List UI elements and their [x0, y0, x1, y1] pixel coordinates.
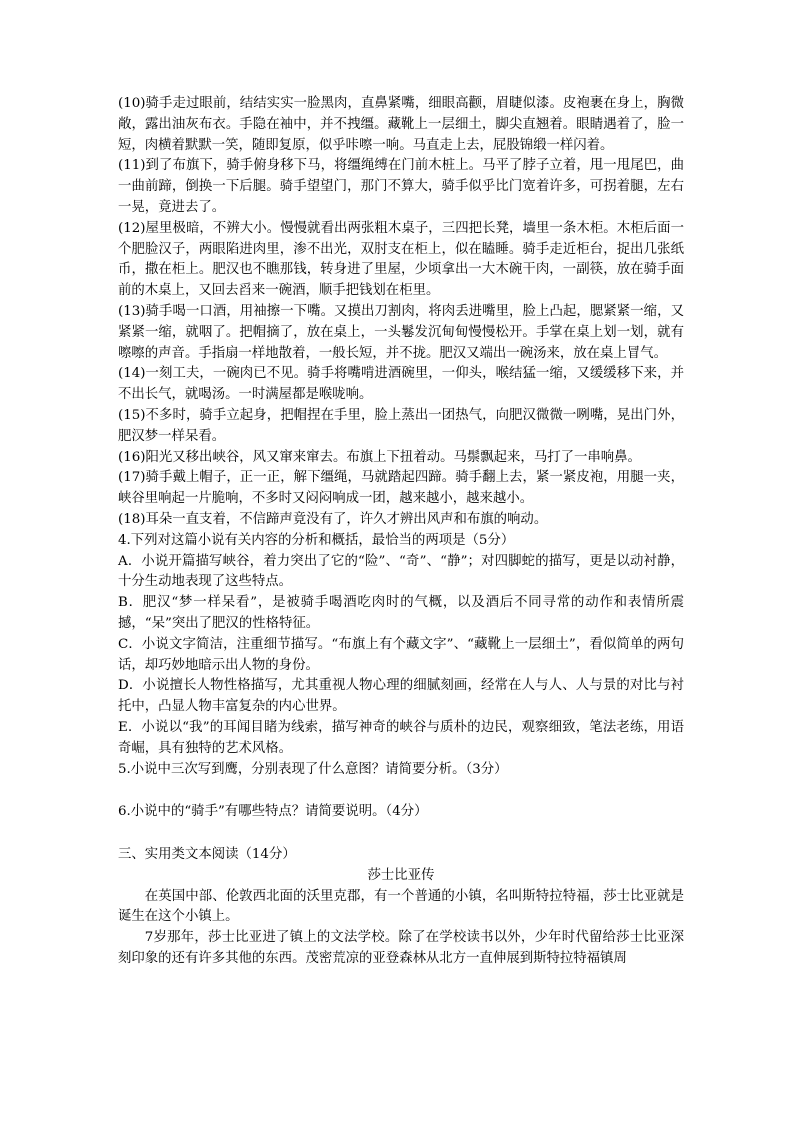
- article-title: 莎士比亚传: [367, 867, 435, 883]
- question-4-option-e: E．小说以“我”的耳闻目睹为线索，描写神奇的峡谷与质朴的边民，观察细致，笔法老练，用语奇崛，具有独特的艺术风格。: [118, 719, 684, 756]
- article-paragraph: 在英国中部、伦敦西北面的沃里克郡，有一个普通的小镇，名叫斯特拉特福，莎士比亚就是诞生在这个小镇上。: [118, 888, 684, 925]
- answer-space-5: [118, 780, 684, 802]
- story-paragraph-13: (13)骑手喝一口酒，用袖擦一下嘴。又摸出刀割肉，将肉丢进嘴里，脸上凸起，腮紧紧一缩，又紧紧一缩，就咽了。把帽摘了，放在桌上，一头鬈发沉甸甸慢慢松开。手掌在桌上划一划，就有嚓嚓的声音。手指扇一样地散着，一般长短，并不拢。肥汉又端出一碗汤来，放在桌上冒气。: [118, 303, 684, 361]
- question-4-stem: 4.下列对这篇小说有关内容的分析和概括，最恰当的两项是（5分）: [118, 532, 515, 548]
- story-paragraph-14: (14)一刻工夫，一碗肉已不见。骑手将嘴啃进酒碗里，一仰头，喉结猛一缩，又缓缓移下来，并不出长气，就喝汤。一时满屋都是喉咙响。: [118, 366, 684, 403]
- section-3-heading: 三、实用类文本阅读（14分）: [118, 847, 296, 863]
- answer-space-6: [118, 823, 684, 845]
- story-paragraph-11: (11)到了布旗下，骑手俯身移下马，将缰绳缚在门前木桩上。马平了脖子立着，甩一甩尾巴，曲一曲前蹄，倒换一下后腿。骑手望望门，那门不算大，骑手似乎比门宽着许多，可拐着腿，左右一晃，竟进去了。: [118, 158, 684, 215]
- question-4-option-b: B．肥汉“梦一样呆看”，是被骑手喝酒吃肉时的气概，以及酒后不同寻常的动作和表情所震撼，“呆”突出了肥汉的性格特征。: [118, 595, 684, 631]
- question-6: 6.小说中的“骑手”有哪些特点？请简要说明。（4分）: [118, 804, 428, 820]
- question-4-option-d: D．小说擅长人物性格描写，尤其重视人物心理的细腻刻画，经常在人与人、人与景的对比与衬托中，凸显人物丰富复杂的内心世界。: [118, 678, 684, 715]
- question-4-option-a: A．小说开篇描写峡谷，着力突出了它的“险”、“奇”、“静”；对四脚蛇的描写，更是以动衬静，十分生动地表现了这些特点。: [118, 553, 684, 590]
- story-paragraph-15: (15)不多时，骑手立起身，把帽捏在手里，脸上蒸出一团热气，向肥汉微微一咧嘴，晃出门外，肥汉梦一样呆看。: [118, 407, 684, 444]
- question-4-option-c: C．小说文字简洁，注重细节描写。“布旗上有个藏文字”、“藏靴上一层细土”，看似简单的两句话，却巧妙地暗示出人物的身份。: [118, 636, 684, 673]
- article-paragraph: 7岁那年，莎士比亚进了镇上的文法学校。除了在学校读书以外，少年时代留给莎士比亚深刻印象的还有许多其他的东西。茂密荒凉的亚登森林从北方一直伸展到斯特拉特福镇周: [118, 930, 684, 967]
- document-page: [118, 94, 684, 970]
- story-paragraph-18: (18)耳朵一直支着，不信蹄声竟没有了，许久才辨出风声和布旗的响动。: [118, 511, 548, 527]
- story-paragraph-17: (17)骑手戴上帽子，正一正，解下缰绳，马就踏起四蹄。骑手翻上去，紧一紧皮袍，用腿一夹，峡谷里响起一片脆响，不多时又闷闷响成一团，越来越小，越来越小。: [118, 470, 684, 507]
- story-paragraph-12: (12)屋里极暗，不辨大小。慢慢就看出两张粗木桌子，三四把长凳，墙里一条木柜。木柜后面一个肥脸汉子，两眼陷进肉里，渗不出光，双肘支在柜上，似在瞌睡。骑手走近柜台，捉出几张纸币，撒在柜上。肥汉也不瞧那钱，转身进了里屋，少顷拿出一大木碗干肉，一副筷，放在骑手面前的木桌上，又回去舀来一碗酒，顺手把钱划在柜里。: [118, 220, 684, 299]
- story-paragraph-16: (16)阳光又移出峡谷，风又窜来窜去。布旗上下扭着动。马鬃飘起来，马打了一串响鼻。: [118, 449, 641, 465]
- story-paragraph-10: (10)骑手走过眼前，结结实实一脸黑肉，直鼻紧嘴，细眼高颧，眉睫似漆。皮袍裹在身上，胸微敞，露出油灰布衣。手隐在袖中，并不拽缰。藏靴上一层细土，脚尖直翘着。眼睛遇着了，脸一短，肉横着默默一笑，随即复原，似乎咔嚓一响。马直走上去，屁股锦缎一样闪着。: [118, 96, 684, 153]
- question-5: 5.小说中三次写到鹰，分别表现了什么意图？请简要分析。（3分）: [118, 761, 508, 777]
